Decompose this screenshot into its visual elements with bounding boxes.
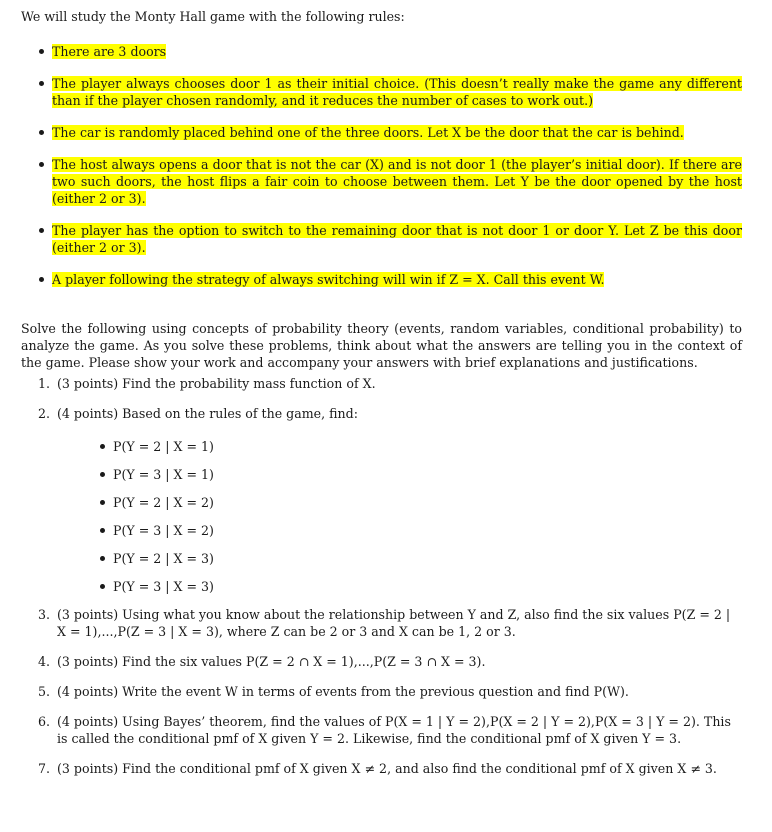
question-2	[38, 405, 742, 595]
rule-text: The host always opens a door that is not the car (X) and is not door 1 (the player’s initial door). If there are two such doors, the host flips a fair coin to choose between them. Let Y be the door opened by the host (either 2 or 3).	[52, 157, 742, 206]
question-number: 1.	[38, 376, 51, 391]
sub-item	[99, 438, 742, 455]
rule-item	[38, 222, 742, 256]
sub-item-text: P(Y = 2 | X = 2)	[113, 495, 214, 510]
rules-list	[38, 43, 742, 303]
question-number: 6.	[38, 714, 51, 729]
sub-item	[99, 494, 742, 511]
question-number: 3.	[38, 607, 51, 622]
rule-text: The player has the option to switch to the remaining door that is not door 1 or door Y. Let Z be this door (either 2 or 3).	[52, 223, 742, 255]
rule-text: A player following the strategy of always switching will win if Z = X. Call this event W.	[52, 272, 605, 287]
rule-text: There are 3 doors	[52, 44, 167, 59]
sub-item	[99, 522, 742, 539]
sub-item-text: P(Y = 2 | X = 3)	[113, 551, 214, 566]
rule-item	[38, 124, 742, 141]
sub-item-text: P(Y = 3 | X = 1)	[113, 467, 214, 482]
question-text: (4 points) Using Bayes’ theorem, find the values of P(X = 1 | Y = 2),P(X = 2 | Y = 2),P(X = 3 | Y = 2). This is called the conditional pmf of X given Y = 2. Likewise, find the conditional pmf of X given Y = 3.	[57, 714, 731, 746]
question-3	[38, 606, 742, 640]
question-text: (3 points) Find the conditional pmf of X given X ≠ 2, and also find the conditional pmf of X given X ≠ 3.	[57, 761, 717, 776]
sub-item	[99, 466, 742, 483]
rule-text: The player always chooses door 1 as their initial choice. (This doesn’t really make the game any different than if the player chosen randomly, and it reduces the number of cases to work out.)	[52, 76, 742, 108]
question-number: 5.	[38, 684, 51, 699]
question-text: (3 points) Find the probability mass function of X.	[57, 376, 376, 391]
sub-item-text: P(Y = 3 | X = 3)	[113, 579, 214, 594]
question-5	[38, 683, 742, 700]
sub-list	[99, 438, 742, 595]
question-text: (4 points) Based on the rules of the game, find:	[57, 406, 358, 421]
question-text: (4 points) Write the event W in terms of events from the previous question and find P(W).	[57, 684, 629, 699]
problem-intro: Solve the following using concepts of probability theory (events, random variables, conditional probability) to analyze the game. As you solve these problems, think about what the answers are telling you in the context of the game. Please show your work and accompany your answers with brief explanations and justifications.	[21, 321, 742, 370]
rule-text: The car is randomly placed behind one of the three doors. Let X be the door that the car is behind.	[52, 125, 684, 140]
sub-item-text: P(Y = 3 | X = 2)	[113, 523, 214, 538]
question-1	[38, 375, 742, 392]
question-number: 4.	[38, 654, 51, 669]
intro-text: We will study the Monty Hall game with the following rules:	[21, 9, 405, 24]
sub-item	[99, 550, 742, 567]
rule-item	[38, 156, 742, 207]
question-text: (3 points) Find the six values P(Z = 2 ∩ X = 1),...,P(Z = 3 ∩ X = 3).	[57, 654, 486, 669]
question-6	[38, 713, 742, 747]
sub-item	[99, 578, 742, 595]
question-number: 7.	[38, 761, 51, 776]
rule-item	[38, 43, 742, 60]
rule-item	[38, 271, 742, 288]
sub-item-text: P(Y = 2 | X = 1)	[113, 439, 214, 454]
question-4	[38, 653, 742, 670]
question-7	[38, 760, 742, 777]
rule-item	[38, 75, 742, 109]
question-number: 2.	[38, 406, 51, 421]
question-text: (3 points) Using what you know about the relationship between Y and Z, also find the six values P(Z = 2 | X = 1),...,P(Z = 3 | X = 3), where Z can be 2 or 3 and X can be 1, 2 or 3.	[57, 607, 731, 639]
questions-list	[38, 375, 742, 777]
